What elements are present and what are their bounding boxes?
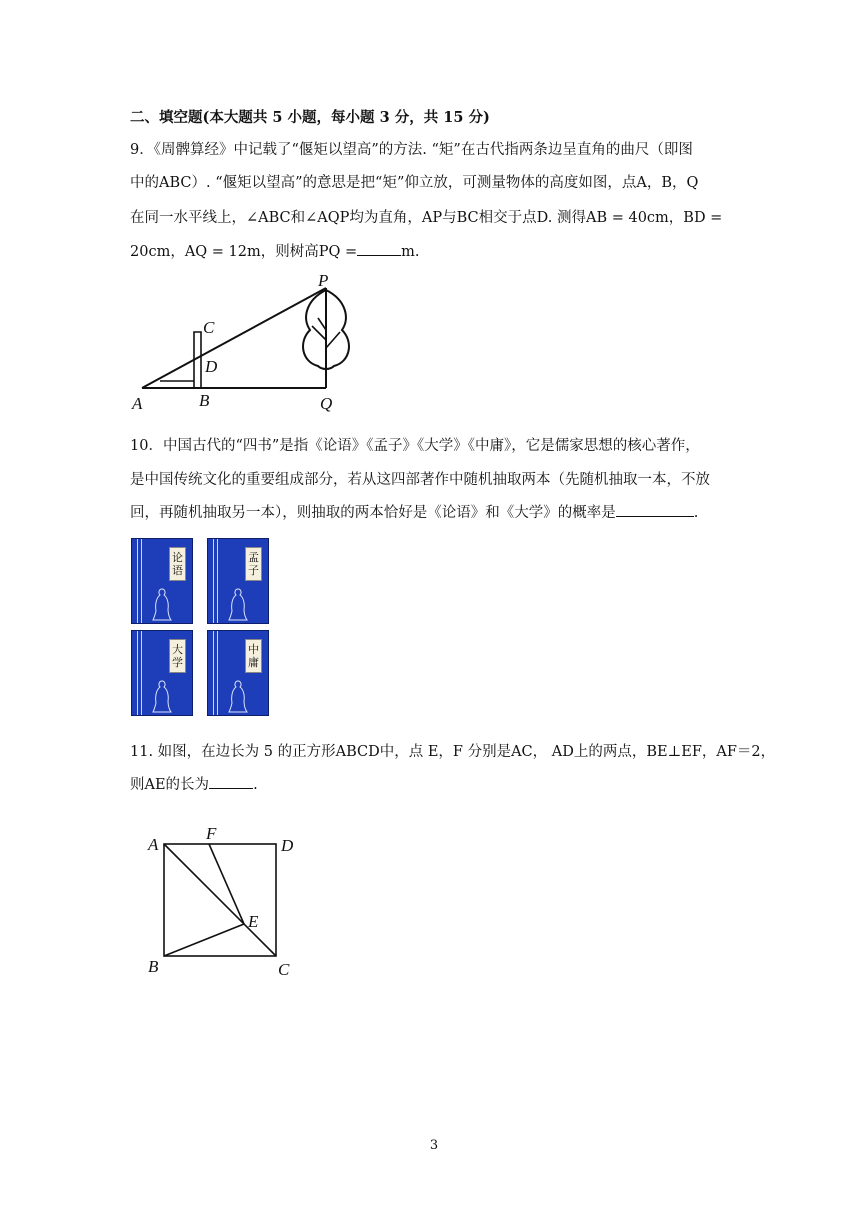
q11-line-2-text: 则AE的长为	[130, 777, 210, 793]
q10-line-1: 10．中国古代的“四书”是指《论语》《孟子》《大学》《中庸》，它是儒家思想的核心著作，	[130, 438, 700, 454]
q9-line-4-text: 20cm，AQ = 12m，则树高PQ =	[130, 244, 358, 260]
q9-label-q: Q	[320, 394, 333, 413]
q10-line-3-text: 回，再随机抽取另一本），则抽取的两本恰好是《论语》和《大学》的概率是	[130, 505, 616, 521]
q11-diagonal-ac	[164, 844, 276, 956]
q11-segment-fe	[209, 844, 244, 924]
q9-label-c: C	[203, 318, 215, 337]
q11-label-a: A	[148, 835, 159, 854]
q11-label-c: C	[278, 960, 290, 979]
q11-line-1: 11. 如图，在边长为 5 的正方形ABCD中，点 E，F 分别是AC， AD上的两点，BE⊥EF，AF＝2，	[130, 744, 776, 760]
book-title: 大学	[169, 639, 186, 673]
q9-line-1: 9．《周髀算经》中记载了“偃矩以望高”的方法. “矩”在古代指两条边呈直角的曲尺（即图	[130, 142, 693, 158]
q9-label-a: A	[132, 394, 143, 413]
q11-label-b: B	[148, 957, 159, 976]
book-title: 论语	[169, 547, 186, 581]
book-title: 中庸	[245, 639, 262, 673]
page-number: 3	[429, 1138, 439, 1153]
q9-label-p: P	[318, 271, 329, 290]
q11-label-f: F	[206, 824, 217, 843]
q10-line-3-end: .	[693, 505, 699, 521]
book-title: 孟子	[245, 547, 262, 581]
q11-label-e: E	[248, 912, 259, 931]
q11-segment-be	[164, 924, 244, 956]
q9-label-b: B	[199, 391, 210, 410]
section-heading: 二、填空题(本大题共 5 小题，每小题 3 分，共 15 分)	[130, 109, 490, 126]
q9-line-2: 中的ABC）. “偃矩以望高”的意思是把“矩”仰立放，可测量物体的高度如图，点A，B，Q	[130, 175, 699, 191]
q9-line-4-unit: m.	[401, 244, 420, 260]
q11-line-2-end: .	[253, 777, 258, 793]
q10-line-2: 是中国传统文化的重要组成部分，若从这四部著作中随机抽取两本（先随机抽取一本，不放	[130, 472, 710, 488]
q9-label-d: D	[205, 357, 218, 376]
q11-label-d: D	[281, 836, 294, 855]
q9-line-3: 在同一水平线上，∠ABC和∠AQP均为直角，AP与BC相交于点D. 测得AB = 40cm，BD =	[130, 210, 723, 226]
